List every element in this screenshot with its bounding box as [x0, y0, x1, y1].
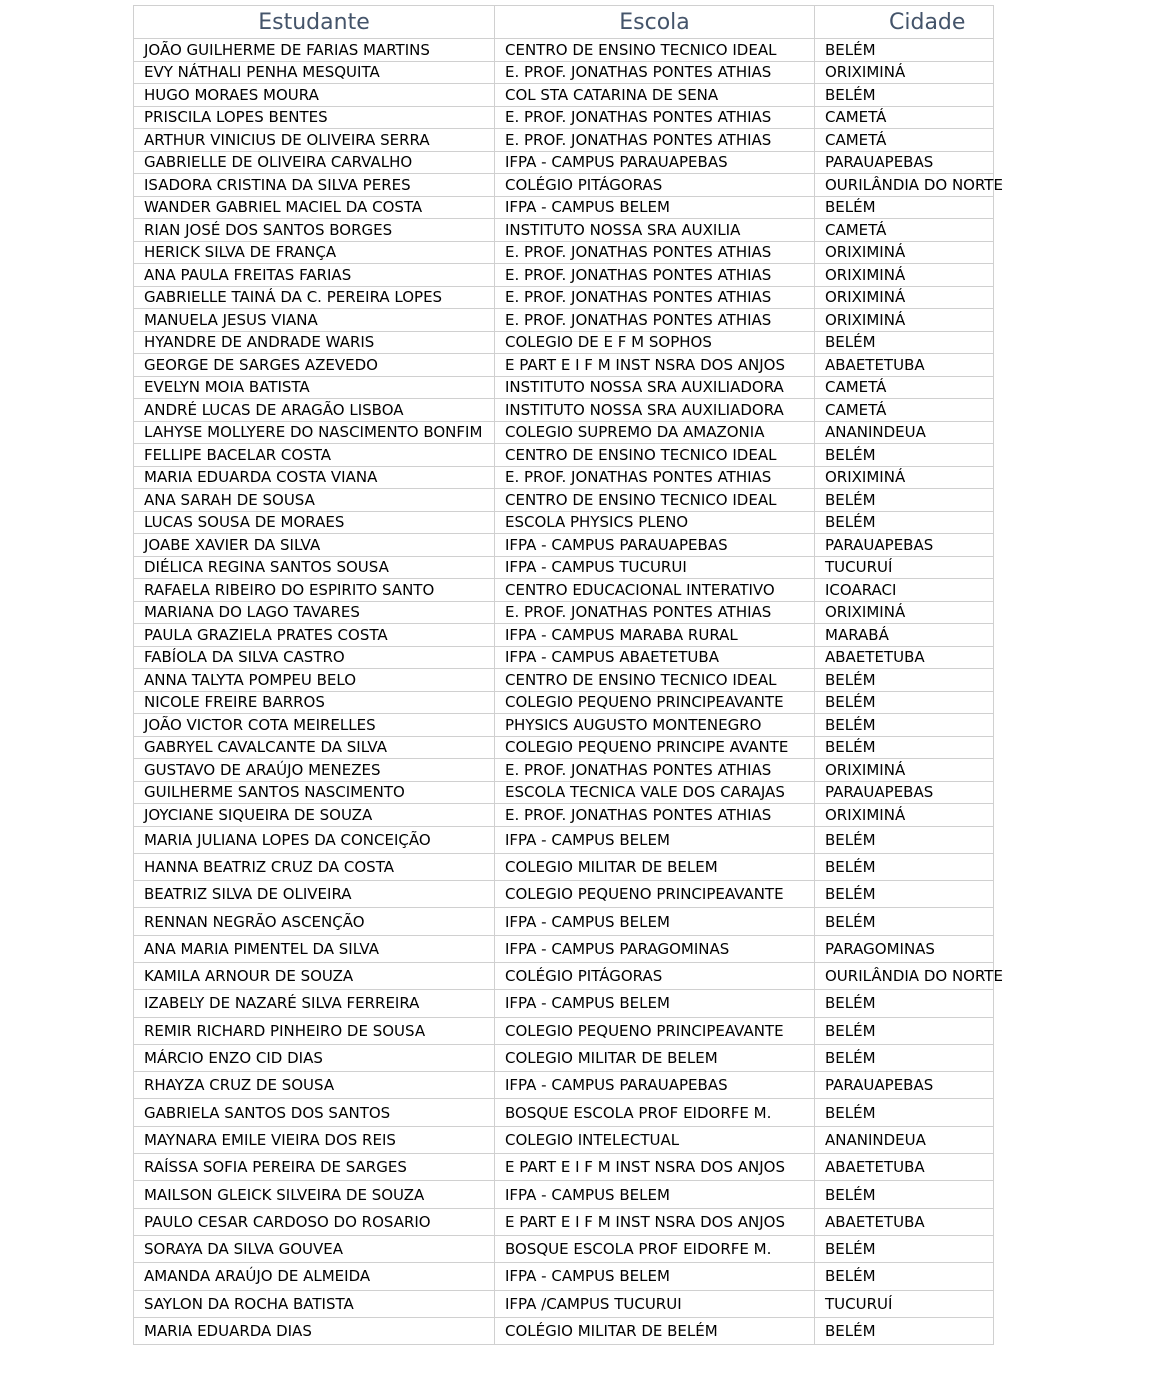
cell-estudante[interactable]: KAMILA ARNOUR DE SOUZA [134, 962, 495, 989]
table-row [134, 1126, 994, 1153]
cell-estudante[interactable]: MÁRCIO ENZO CID DIAS [134, 1044, 495, 1071]
table-row [134, 196, 994, 219]
cell-estudante[interactable]: LUCAS SOUSA DE MORAES [134, 511, 495, 534]
cell-cidade[interactable]: ABAETETUBA [815, 354, 994, 377]
table-row [134, 129, 994, 152]
cell-escola[interactable]: COL STA CATARINA DE SENA [495, 84, 815, 107]
table-row [134, 1072, 994, 1099]
cell-estudante[interactable]: FELLIPE BACELAR COSTA [134, 444, 495, 467]
cell-cidade[interactable]: ORIXIMINÁ [815, 804, 994, 827]
cell-escola[interactable]: E. PROF. JONATHAS PONTES ATHIAS [495, 106, 815, 129]
cell-cidade[interactable]: BELÉM [815, 990, 994, 1017]
cell-estudante[interactable]: EVELYN MOIA BATISTA [134, 376, 495, 399]
cell-cidade[interactable]: BELÉM [815, 1235, 994, 1262]
cell-cidade[interactable]: BELÉM [815, 1099, 994, 1126]
cell-estudante[interactable]: GABRIELA SANTOS DOS SANTOS [134, 1099, 495, 1126]
cell-cidade[interactable]: ORIXIMINÁ [815, 309, 994, 332]
table-body [134, 39, 1003, 1345]
cell-escola[interactable]: INSTITUTO NOSSA SRA AUXILIADORA [495, 399, 815, 422]
cell-escola[interactable]: E PART E I F M INST NSRA DOS ANJOS [495, 1208, 815, 1235]
cell-escola[interactable]: IFPA - CAMPUS BELEM [495, 908, 815, 935]
cell-cidade[interactable]: PARAUAPEBAS [815, 1072, 994, 1099]
cell-escola[interactable]: IFPA - CAMPUS PARAGOMINAS [495, 935, 815, 962]
cell-escola[interactable]: COLEGIO INTELECTUAL [495, 1126, 815, 1153]
table-row [134, 444, 994, 467]
cell-cidade[interactable]: MARABÁ [815, 624, 994, 647]
cell-estudante[interactable]: ANDRÉ LUCAS DE ARAGÃO LISBOA [134, 399, 495, 422]
cell-estudante[interactable]: HYANDRE DE ANDRADE WARIS [134, 331, 495, 354]
cell-estudante[interactable]: MARIA EDUARDA COSTA VIANA [134, 466, 495, 489]
cell-escola[interactable]: CENTRO DE ENSINO TECNICO IDEAL [495, 669, 815, 692]
cell-cidade[interactable]: BELÉM [815, 1263, 994, 1290]
cell-estudante[interactable]: GUSTAVO DE ARAÚJO MENEZES [134, 759, 495, 782]
cell-escola[interactable]: IFPA - CAMPUS ABAETETUBA [495, 646, 815, 669]
header-escola[interactable]: Escola [495, 6, 815, 39]
cell-escola[interactable]: ESCOLA TECNICA VALE DOS CARAJAS [495, 781, 815, 804]
cell-estudante[interactable]: JOYCIANE SIQUEIRA DE SOUZA [134, 804, 495, 827]
cell-cidade[interactable]: BELÉM [815, 908, 994, 935]
cell-cidade[interactable]: BELÉM [815, 853, 994, 880]
cell-cidade[interactable]: ABAETETUBA [815, 1208, 994, 1235]
table-row [134, 804, 994, 827]
cell-cidade[interactable]: BELÉM [815, 1017, 994, 1044]
spreadsheet-view [133, 5, 1003, 1345]
cell-estudante[interactable]: MAILSON GLEICK SILVEIRA DE SOUZA [134, 1181, 495, 1208]
cell-estudante[interactable]: JOÃO VICTOR COTA MEIRELLES [134, 714, 495, 737]
table-row [134, 1044, 994, 1071]
cell-estudante[interactable]: JOÃO GUILHERME DE FARIAS MARTINS [134, 39, 495, 62]
cell-estudante[interactable]: WANDER GABRIEL MACIEL DA COSTA [134, 196, 495, 219]
cell-estudante[interactable]: GABRIELLE TAINÁ DA C. PEREIRA LOPES [134, 286, 495, 309]
cell-cidade[interactable]: BELÉM [815, 826, 994, 853]
cell-cidade[interactable]: TUCURUÍ [815, 1290, 994, 1317]
cell-estudante[interactable]: SAYLON DA ROCHA BATISTA [134, 1290, 495, 1317]
cell-escola[interactable]: IFPA - CAMPUS BELEM [495, 1181, 815, 1208]
table-row [134, 1290, 994, 1317]
cell-cidade[interactable]: CAMETÁ [815, 399, 994, 422]
table-row [134, 781, 994, 804]
table-row [134, 39, 994, 62]
cell-cidade[interactable]: CAMETÁ [815, 219, 994, 242]
cell-escola[interactable]: E. PROF. JONATHAS PONTES ATHIAS [495, 286, 815, 309]
table-row [134, 309, 994, 332]
table-row [134, 174, 994, 197]
cell-escola[interactable]: IFPA - CAMPUS MARABA RURAL [495, 624, 815, 647]
table-row [134, 1235, 994, 1262]
cell-cidade[interactable]: ICOARACI [815, 579, 994, 602]
table-row [134, 219, 994, 242]
cell-estudante[interactable]: MAYNARA EMILE VIEIRA DOS REIS [134, 1126, 495, 1153]
cell-cidade[interactable]: ORIXIMINÁ [815, 241, 994, 264]
cell-cidade[interactable]: ANANINDEUA [815, 1126, 994, 1153]
cell-estudante[interactable]: MARIANA DO LAGO TAVARES [134, 601, 495, 624]
cell-escola[interactable]: IFPA - CAMPUS BELEM [495, 1263, 815, 1290]
cell-escola[interactable]: E. PROF. JONATHAS PONTES ATHIAS [495, 61, 815, 84]
table-row [134, 61, 994, 84]
cell-estudante[interactable]: HUGO MORAES MOURA [134, 84, 495, 107]
cell-escola[interactable]: COLEGIO MILITAR DE BELEM [495, 1044, 815, 1071]
cell-cidade[interactable]: ABAETETUBA [815, 646, 994, 669]
table-row [134, 1017, 994, 1044]
cell-estudante[interactable]: EVY NÁTHALI PENHA MESQUITA [134, 61, 495, 84]
cell-escola[interactable]: BOSQUE ESCOLA PROF EIDORFE M. [495, 1235, 815, 1262]
table-row [134, 826, 994, 853]
cell-escola[interactable]: E. PROF. JONATHAS PONTES ATHIAS [495, 309, 815, 332]
table-row [134, 511, 994, 534]
cell-estudante[interactable]: MANUELA JESUS VIANA [134, 309, 495, 332]
table-row [134, 736, 994, 759]
cell-cidade[interactable]: PARAUAPEBAS [815, 534, 994, 557]
cell-escola[interactable]: IFPA - CAMPUS PARAUAPEBAS [495, 534, 815, 557]
cell-escola[interactable]: COLÉGIO PITÁGORAS [495, 962, 815, 989]
header-row [134, 6, 994, 39]
table-row [134, 354, 994, 377]
cell-escola[interactable]: IFPA /CAMPUS TUCURUI [495, 1290, 815, 1317]
table-row [134, 286, 994, 309]
cell-escola[interactable]: E. PROF. JONATHAS PONTES ATHIAS [495, 601, 815, 624]
header-cidade[interactable]: Cidade [815, 6, 994, 39]
cell-escola[interactable]: IFPA - CAMPUS PARAUAPEBAS [495, 151, 815, 174]
table-row [134, 84, 994, 107]
table-row [134, 264, 994, 287]
table-row [134, 990, 994, 1017]
table-row [134, 691, 994, 714]
table-row [134, 935, 994, 962]
cell-cidade[interactable]: OURILÂNDIA DO NORTE [815, 174, 994, 197]
cell-cidade[interactable]: CAMETÁ [815, 106, 994, 129]
cell-cidade[interactable]: CAMETÁ [815, 376, 994, 399]
cell-escola[interactable]: CENTRO DE ENSINO TECNICO IDEAL [495, 489, 815, 512]
cell-estudante[interactable]: MARIA JULIANA LOPES DA CONCEIÇÃO [134, 826, 495, 853]
table-row [134, 376, 994, 399]
table-row [134, 1099, 994, 1126]
cell-estudante[interactable]: PRISCILA LOPES BENTES [134, 106, 495, 129]
cell-escola[interactable]: COLÉGIO MILITAR DE BELÉM [495, 1317, 815, 1344]
cell-cidade[interactable]: BELÉM [815, 669, 994, 692]
cell-escola[interactable]: E PART E I F M INST NSRA DOS ANJOS [495, 1154, 815, 1181]
cell-escola[interactable]: COLEGIO PEQUENO PRINCIPEAVANTE [495, 1017, 815, 1044]
cell-escola[interactable]: E. PROF. JONATHAS PONTES ATHIAS [495, 264, 815, 287]
cell-cidade[interactable]: BELÉM [815, 881, 994, 908]
cell-escola[interactable]: IFPA - CAMPUS BELEM [495, 990, 815, 1017]
cell-estudante[interactable]: GUILHERME SANTOS NASCIMENTO [134, 781, 495, 804]
cell-cidade[interactable]: BELÉM [815, 196, 994, 219]
cell-escola[interactable]: COLÉGIO PITÁGORAS [495, 174, 815, 197]
cell-escola[interactable]: CENTRO DE ENSINO TECNICO IDEAL [495, 39, 815, 62]
cell-cidade[interactable]: PARAUAPEBAS [815, 151, 994, 174]
cell-estudante[interactable]: IZABELY DE NAZARÉ SILVA FERREIRA [134, 990, 495, 1017]
cell-cidade[interactable]: ORIXIMINÁ [815, 466, 994, 489]
cell-escola[interactable]: E. PROF. JONATHAS PONTES ATHIAS [495, 759, 815, 782]
table-row [134, 399, 994, 422]
cell-cidade[interactable]: ORIXIMINÁ [815, 601, 994, 624]
cell-estudante[interactable]: NICOLE FREIRE BARROS [134, 691, 495, 714]
cell-estudante[interactable]: RHAYZA CRUZ DE SOUSA [134, 1072, 495, 1099]
cell-cidade[interactable]: BELÉM [815, 714, 994, 737]
cell-estudante[interactable]: HANNA BEATRIZ CRUZ DA COSTA [134, 853, 495, 880]
table-row [134, 759, 994, 782]
table-row [134, 331, 994, 354]
table-row [134, 151, 994, 174]
table-row [134, 669, 994, 692]
table-row [134, 421, 994, 444]
cell-estudante[interactable]: PAULA GRAZIELA PRATES COSTA [134, 624, 495, 647]
cell-escola[interactable]: IFPA - CAMPUS BELEM [495, 196, 815, 219]
cell-escola[interactable]: COLEGIO DE E F M SOPHOS [495, 331, 815, 354]
cell-estudante[interactable]: GABRIELLE DE OLIVEIRA CARVALHO [134, 151, 495, 174]
table-row [134, 962, 994, 989]
table-row [134, 624, 994, 647]
cell-estudante[interactable]: RAÍSSA SOFIA PEREIRA DE SARGES [134, 1154, 495, 1181]
cell-escola[interactable]: COLEGIO PEQUENO PRINCIPE AVANTE [495, 736, 815, 759]
cell-estudante[interactable]: FABÍOLA DA SILVA CASTRO [134, 646, 495, 669]
cell-escola[interactable]: E. PROF. JONATHAS PONTES ATHIAS [495, 129, 815, 152]
cell-estudante[interactable]: ANA PAULA FREITAS FARIAS [134, 264, 495, 287]
cell-cidade[interactable]: BELÉM [815, 84, 994, 107]
table-row [134, 534, 994, 557]
table-row [134, 1154, 994, 1181]
table-row [134, 714, 994, 737]
cell-cidade[interactable]: BELÉM [815, 444, 994, 467]
cell-cidade[interactable]: BELÉM [815, 39, 994, 62]
cell-cidade[interactable]: BELÉM [815, 691, 994, 714]
cell-cidade[interactable]: OURILÂNDIA DO NORTE [815, 962, 994, 989]
cell-escola[interactable]: IFPA - CAMPUS BELEM [495, 826, 815, 853]
cell-estudante[interactable]: RIAN JOSÉ DOS SANTOS BORGES [134, 219, 495, 242]
table-row [134, 881, 994, 908]
cell-escola[interactable]: BOSQUE ESCOLA PROF EIDORFE M. [495, 1099, 815, 1126]
cell-estudante[interactable]: PAULO CESAR CARDOSO DO ROSARIO [134, 1208, 495, 1235]
cell-escola[interactable]: COLEGIO SUPREMO DA AMAZONIA [495, 421, 815, 444]
cell-escola[interactable]: IFPA - CAMPUS TUCURUI [495, 556, 815, 579]
table-row [134, 601, 994, 624]
table-row [134, 106, 994, 129]
cell-escola[interactable]: E. PROF. JONATHAS PONTES ATHIAS [495, 804, 815, 827]
table-row [134, 466, 994, 489]
cell-estudante[interactable]: JOABE XAVIER DA SILVA [134, 534, 495, 557]
cell-estudante[interactable]: LAHYSE MOLLYERE DO NASCIMENTO BONFIM [134, 421, 495, 444]
cell-estudante[interactable]: REMIR RICHARD PINHEIRO DE SOUSA [134, 1017, 495, 1044]
cell-cidade[interactable]: BELÉM [815, 1044, 994, 1071]
table-row [134, 489, 994, 512]
cell-escola[interactable]: CENTRO DE ENSINO TECNICO IDEAL [495, 444, 815, 467]
cell-cidade[interactable]: ORIXIMINÁ [815, 759, 994, 782]
cell-escola[interactable]: INSTITUTO NOSSA SRA AUXILIA [495, 219, 815, 242]
header-estudante[interactable]: Estudante [134, 6, 495, 39]
table-row [134, 1208, 994, 1235]
cell-cidade[interactable]: PARAUAPEBAS [815, 781, 994, 804]
cell-escola[interactable]: COLEGIO PEQUENO PRINCIPEAVANTE [495, 881, 815, 908]
cell-escola[interactable]: E. PROF. JONATHAS PONTES ATHIAS [495, 466, 815, 489]
cell-cidade[interactable]: BELÉM [815, 1317, 994, 1344]
cell-cidade[interactable]: BELÉM [815, 736, 994, 759]
cell-cidade[interactable]: ORIXIMINÁ [815, 61, 994, 84]
table-row [134, 241, 994, 264]
table-row [134, 853, 994, 880]
cell-estudante[interactable]: ISADORA CRISTINA DA SILVA PERES [134, 174, 495, 197]
cell-estudante[interactable]: DIÉLICA REGINA SANTOS SOUSA [134, 556, 495, 579]
cell-escola[interactable]: ESCOLA PHYSICS PLENO [495, 511, 815, 534]
cell-cidade[interactable]: PARAGOMINAS [815, 935, 994, 962]
table-row [134, 556, 994, 579]
cell-estudante[interactable]: RENNAN NEGRÃO ASCENÇÃO [134, 908, 495, 935]
cell-escola[interactable]: COLEGIO MILITAR DE BELEM [495, 853, 815, 880]
table-row [134, 1181, 994, 1208]
cell-estudante[interactable]: ANA MARIA PIMENTEL DA SILVA [134, 935, 495, 962]
cell-escola[interactable]: IFPA - CAMPUS PARAUAPEBAS [495, 1072, 815, 1099]
cell-cidade[interactable]: BELÉM [815, 1181, 994, 1208]
cell-estudante[interactable]: HERICK SILVA DE FRANÇA [134, 241, 495, 264]
cell-estudante[interactable]: GEORGE DE SARGES AZEVEDO [134, 354, 495, 377]
cell-estudante[interactable]: GABRYEL CAVALCANTE DA SILVA [134, 736, 495, 759]
cell-estudante[interactable]: AMANDA ARAÚJO DE ALMEIDA [134, 1263, 495, 1290]
cell-escola[interactable]: INSTITUTO NOSSA SRA AUXILIADORA [495, 376, 815, 399]
table-row [134, 908, 994, 935]
students-table [133, 5, 1003, 1345]
cell-cidade[interactable]: TUCURUÍ [815, 556, 994, 579]
table-row [134, 1317, 994, 1344]
cell-estudante[interactable]: BEATRIZ SILVA DE OLIVEIRA [134, 881, 495, 908]
cell-escola[interactable]: PHYSICS AUGUSTO MONTENEGRO [495, 714, 815, 737]
cell-estudante[interactable]: MARIA EDUARDA DIAS [134, 1317, 495, 1344]
table-row [134, 646, 994, 669]
cell-escola[interactable]: COLEGIO PEQUENO PRINCIPEAVANTE [495, 691, 815, 714]
cell-cidade[interactable]: ABAETETUBA [815, 1154, 994, 1181]
cell-cidade[interactable]: CAMETÁ [815, 129, 994, 152]
table-row [134, 579, 994, 602]
cell-cidade[interactable]: BELÉM [815, 511, 994, 534]
cell-cidade[interactable]: BELÉM [815, 489, 994, 512]
cell-cidade[interactable]: ORIXIMINÁ [815, 286, 994, 309]
cell-escola[interactable]: E. PROF. JONATHAS PONTES ATHIAS [495, 241, 815, 264]
cell-escola[interactable]: E PART E I F M INST NSRA DOS ANJOS [495, 354, 815, 377]
cell-estudante[interactable]: ANA SARAH DE SOUSA [134, 489, 495, 512]
cell-cidade[interactable]: ORIXIMINÁ [815, 264, 994, 287]
cell-estudante[interactable]: SORAYA DA SILVA GOUVEA [134, 1235, 495, 1262]
cell-escola[interactable]: CENTRO EDUCACIONAL INTERATIVO [495, 579, 815, 602]
cell-estudante[interactable]: RAFAELA RIBEIRO DO ESPIRITO SANTO [134, 579, 495, 602]
cell-estudante[interactable]: ARTHUR VINICIUS DE OLIVEIRA SERRA [134, 129, 495, 152]
table-row [134, 1263, 994, 1290]
cell-estudante[interactable]: ANNA TALYTA POMPEU BELO [134, 669, 495, 692]
cell-cidade[interactable]: BELÉM [815, 331, 994, 354]
cell-cidade[interactable]: ANANINDEUA [815, 421, 994, 444]
